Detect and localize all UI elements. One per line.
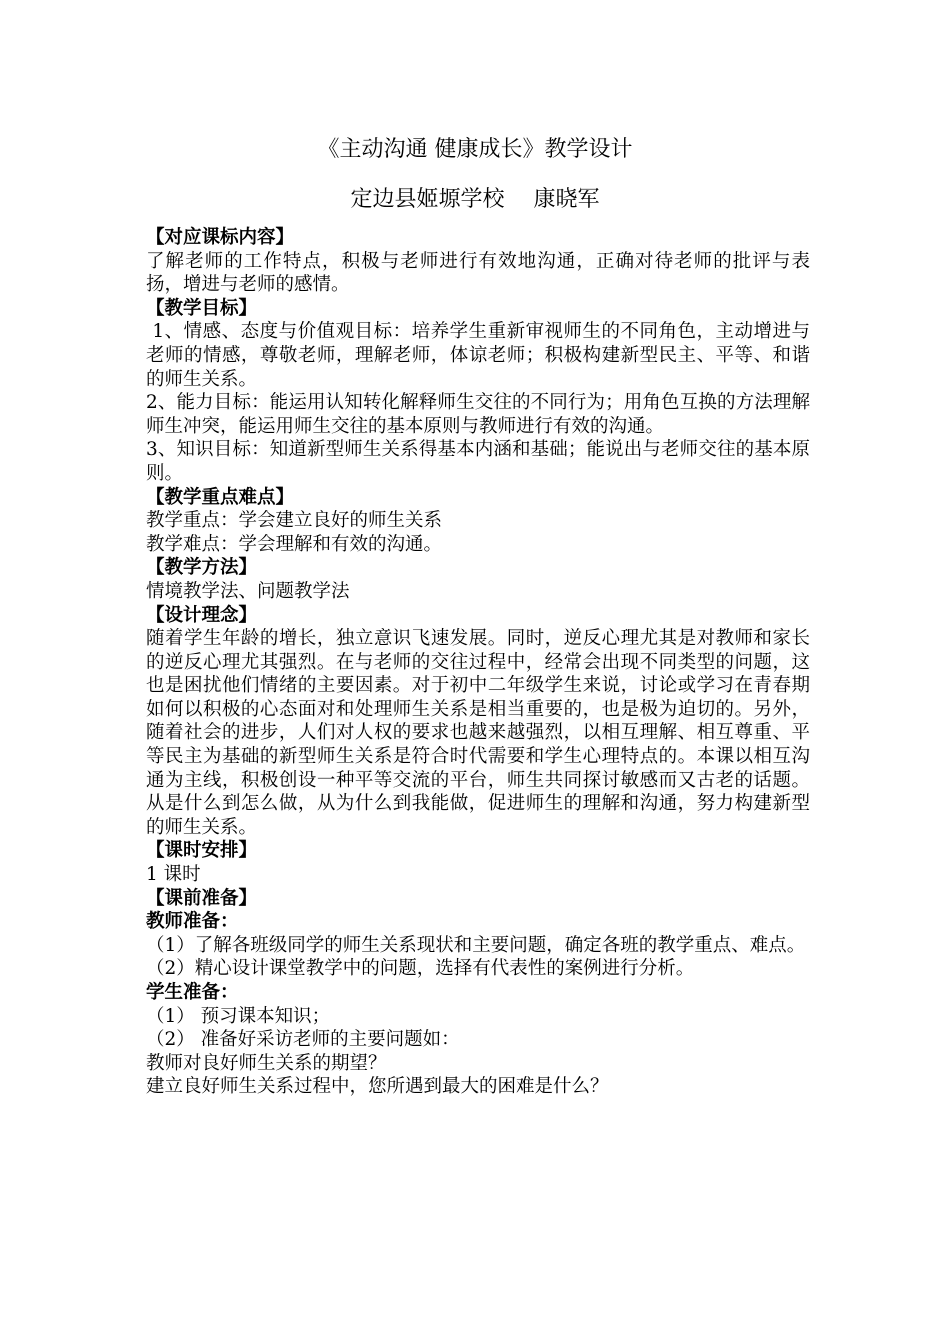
- section-heading-preparation: 【课前准备】: [146, 887, 258, 909]
- interview-question: 教师对良好师生关系的期望？: [146, 1052, 387, 1074]
- teacher-prep-item: （1）了解各班级同学的师生关系现状和主要问题，确定各班的教学重点、难点。: [146, 934, 806, 956]
- author-line: 定边县姬塬学校 康晓军: [350, 187, 600, 212]
- goal-item: 3、知识目标：知道新型师生关系得基本内涵和基础；能说出与老师交往的基本原则。: [146, 439, 810, 484]
- goal-item: 2、能力目标：能运用认知转化解释师生交往的不同行为；用角色互换的方法理解师生冲突，能运用师生交往的基本原则与教师进行有效的沟通。: [146, 392, 810, 437]
- student-prep-item: （2） 准备好采访老师的主要问题如：: [146, 1029, 460, 1051]
- concept-text: 随着学生年龄的增长，独立意识飞速发展。同时，逆反心理尤其是对教师和家长的逆反心理尤其强烈。在与老师的交往过程中，经常会出现不同类型的问题，这也是困扰他们情绪的主要因素。对于初中二年级学生来说，讨论或学习在青春期如何以积极的心态面对和处理师生关系是相当重要的，也是极为迫切的。另外，随着社会的进步，人们对人权的要求也越来越强烈，以相互理解、相互尊重、平等民主为基础的新型师生关系是符合时代需要和学生心理特点的。本课以相互沟通为主线，积极创设一种平等交流的平台，师生共同探讨敏感而又古老的话题。从是什么到怎么做，从为什么到我能做，促进师生的理解和沟通，努力构建新型的师生关系。: [146, 628, 810, 838]
- document-body: [146, 226, 810, 1099]
- section-heading-curriculum: 【对应课标内容】: [146, 227, 295, 248]
- interview-question: 建立良好师生关系过程中，您所遇到最大的困难是什么？: [146, 1076, 609, 1098]
- methods-text: 情境教学法、问题教学法: [146, 580, 350, 602]
- key-point-focus: 教学重点：学会建立良好的师生关系: [146, 510, 443, 532]
- section-heading-key-points: 【教学重点难点】: [146, 486, 295, 508]
- section-heading-goals: 【教学目标】: [146, 297, 258, 319]
- curriculum-text: 了解老师的工作特点，积极与老师进行有效地沟通，正确对待老师的批评与表扬，增进与老师的感情。: [146, 250, 810, 296]
- student-prep-heading: 学生准备：: [146, 982, 239, 1003]
- document-title: 《主动沟通 健康成长》教学设计: [317, 137, 633, 162]
- teacher-prep-heading: 教师准备：: [146, 911, 239, 933]
- key-point-difficulty: 教学难点：学会理解和有效的沟通。: [146, 533, 443, 555]
- student-prep-item: （1） 预习课本知识；: [146, 1005, 331, 1027]
- teacher-prep-item: （2）精心设计课堂教学中的问题，选择有代表性的案例进行分析。: [146, 958, 695, 980]
- schedule-text: 1 课时: [146, 864, 201, 886]
- section-heading-schedule: 【课时安排】: [146, 840, 258, 862]
- section-heading-concept: 【设计理念】: [146, 604, 258, 626]
- goal-item: 1、情感、态度与价值观目标：培养学生重新审视师生的不同角色，主动增进与老师的情感，尊敬老师，理解老师，体谅老师；积极构建新型民主、平等、和谐的师生关系。: [146, 321, 810, 390]
- section-heading-methods: 【教学方法】: [146, 557, 258, 579]
